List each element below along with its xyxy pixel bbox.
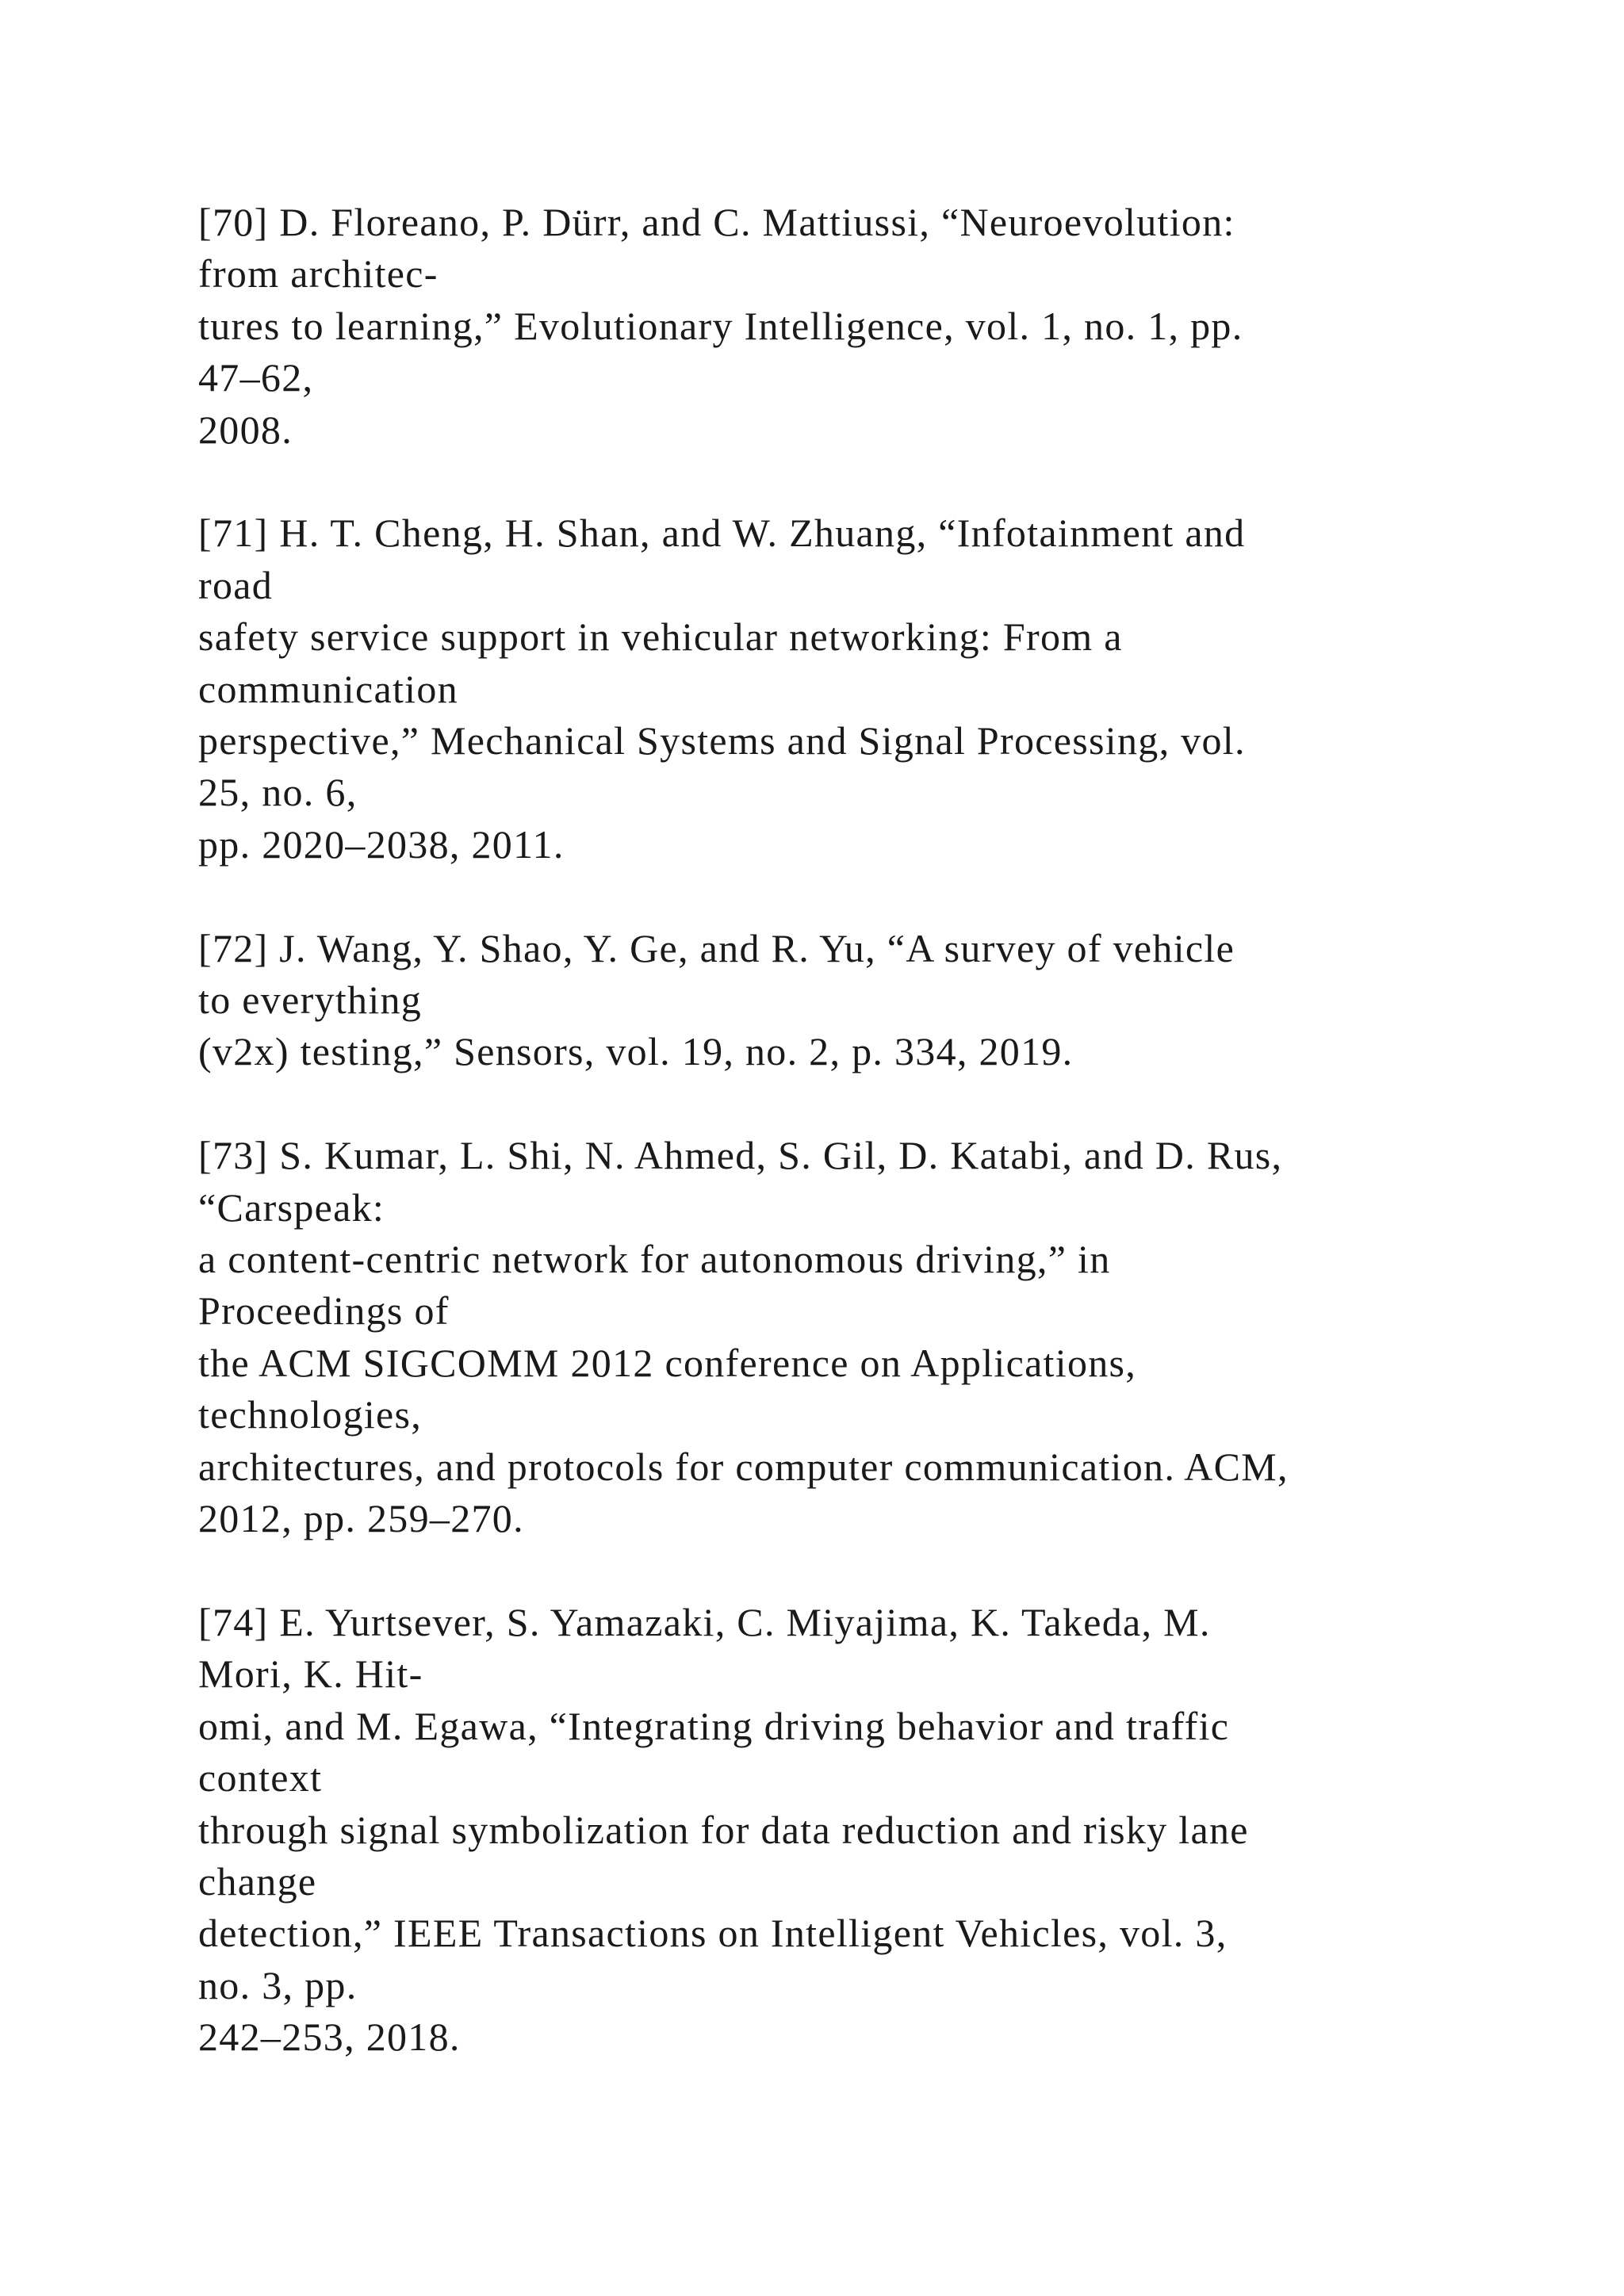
reference-line: [74] E. Yurtsever, S. Yamazaki, C. Miyajima, K. Takeda, M.	[198, 1599, 1211, 1644]
reference-line: safety service support in vehicular networking: From a	[198, 614, 1123, 660]
reference-72	[198, 923, 1499, 1078]
reference-line: change	[198, 1858, 317, 1904]
reference-line: to everything	[198, 978, 423, 1023]
reference-line: Mori, K. Hit-	[198, 1651, 423, 1697]
reference-71	[198, 507, 1499, 871]
reference-line: perspective,” Mechanical Systems and Signal Processing, vol.	[198, 718, 1246, 763]
reference-line: context	[198, 1755, 323, 1800]
reference-line: omi, and M. Egawa, “Integrating driving behavior and traffic	[198, 1703, 1230, 1748]
reference-line: 47–62,	[198, 355, 314, 400]
reference-line: [71] H. T. Cheng, H. Shan, and W. Zhuang, “Infotainment and	[198, 511, 1246, 556]
reference-line: from architec-	[198, 251, 439, 297]
reference-70	[198, 197, 1499, 456]
reference-line: no. 3, pp.	[198, 1962, 358, 2007]
reference-line: 25, no. 6,	[198, 770, 358, 815]
reference-line: (v2x) testing,” Sensors, vol. 19, no. 2, p. 334, 2019.	[198, 1029, 1074, 1074]
reference-line: a content-centric network for autonomous driving,” in	[198, 1237, 1111, 1282]
reference-line: road	[198, 562, 274, 607]
reference-list	[198, 197, 1499, 2115]
reference-line: detection,” IEEE Transactions on Intelligent Vehicles, vol. 3,	[198, 1911, 1228, 1956]
reference-line: “Carspeak:	[198, 1184, 385, 1230]
reference-line: through signal symbolization for data reduction and risky lane	[198, 1807, 1249, 1852]
reference-line: technologies,	[198, 1392, 423, 1437]
reference-line: [73] S. Kumar, L. Shi, N. Ahmed, S. Gil, D. Katabi, and D. Rus,	[198, 1133, 1283, 1178]
reference-73	[198, 1130, 1499, 1544]
reference-74	[198, 1597, 1499, 2064]
reference-line: architectures, and protocols for computer communication. ACM,	[198, 1444, 1289, 1489]
reference-line: the ACM SIGCOMM 2012 conference on Applications,	[198, 1340, 1137, 1385]
reference-line: [70] D. Floreano, P. Dürr, and C. Mattiussi, “Neuroevolution:	[198, 200, 1235, 244]
reference-line: [72] J. Wang, Y. Shao, Y. Ge, and R. Yu, “A survey of vehicle	[198, 925, 1235, 970]
reference-line: communication	[198, 666, 458, 711]
reference-line: 242–253, 2018.	[198, 2015, 461, 2060]
reference-line: 2008.	[198, 407, 293, 452]
reference-line: 2012, pp. 259–270.	[198, 1496, 524, 1541]
reference-line: pp. 2020–2038, 2011.	[198, 821, 565, 867]
reference-line: Proceedings of	[198, 1288, 450, 1334]
reference-line: tures to learning,” Evolutionary Intelligence, vol. 1, no. 1, pp.	[198, 303, 1243, 348]
